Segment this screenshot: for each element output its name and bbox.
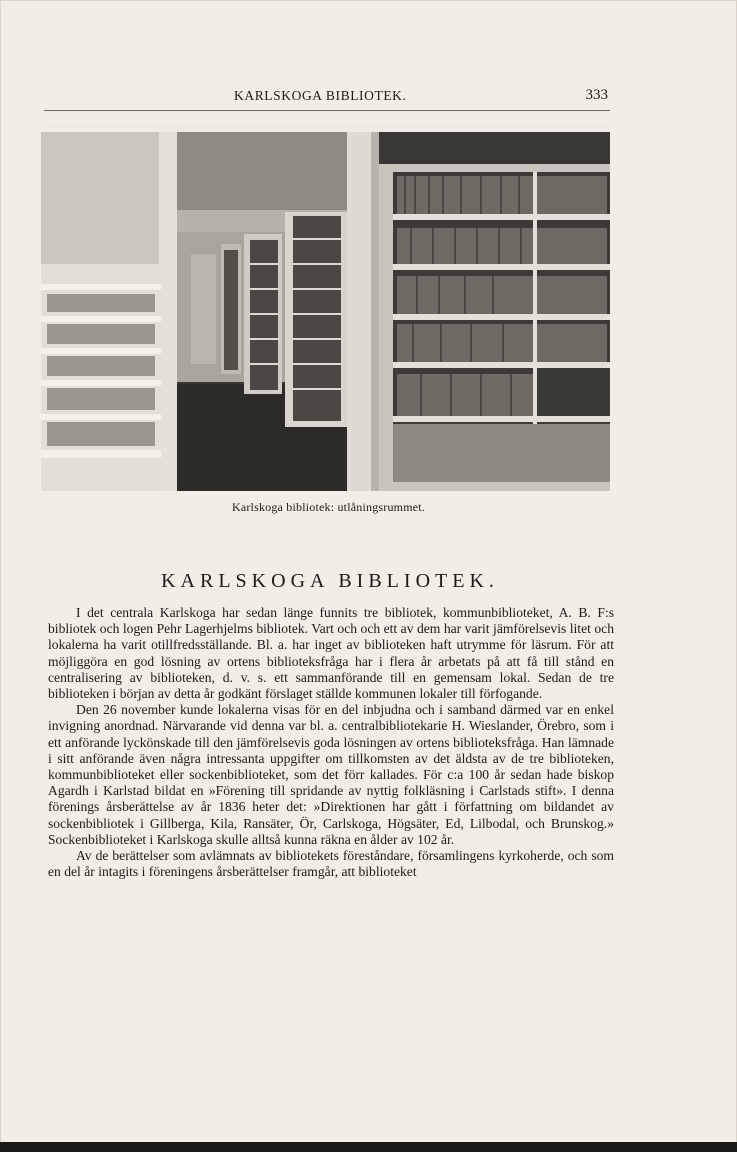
article-body [48, 605, 614, 880]
running-head [44, 88, 610, 111]
library-photo-drawing [41, 124, 610, 491]
scan-edge [0, 1142, 737, 1152]
paragraph-3: Av de berättelser som avlämnats av bibliotekets föreståndare, församlingens kyrkoherde, och som en del år intagits i föreningens årsberättelser framgår, att biblioteket [48, 848, 614, 880]
article-title: KARLSKOGA BIBLIOTEK. [161, 570, 499, 592]
figure-caption: Karlskoga bibliotek: utlåningsrummet. [231, 500, 426, 514]
paragraph-1: I det centrala Karlskoga har sedan länge funnits tre bibliotek, kommunbiblioteket, A. B. F:s bibliotek och logen Pehr Lagerhjelms bibliotek. Vart och och ett av dem har varit jämförelsevis litet och lokalerna ha varit otillfredsställande. Bl. a. har inget av biblioteken haft utrymme för läsrum. För att möjliggöra en god lösning av ortens biblioteksfråga har i flera år arbetats på att få till stånd en centralisering av biblioteken, d. v. s. ett sammanförande till en gemensam lokal. Sedan de tre biblioteken i början av detta år godkänt förslaget ställde kommunen lokaler till förfogande. [48, 605, 614, 702]
paragraph-2: Den 26 november kunde lokalerna visas för en del inbjudna och i samband därmed var en enkel invigning anordnad. Närvarande vid denna var bl. a. centralbibliotekarie H. Wieslander, Örebro, som i ett anförande lyckönskade till den jämförelsevis goda lösningen av ortens biblioteksfråga. Han lämnade i sitt anförande även några intressanta uppgifter om tillkomsten av det äldsta av de tre biblioteken, kommunbiblioteket eller sockenbiblioteket, som det förr kallades. För c:a 100 år sedan hade biskop Agardh i Karlstad bildat en »Förening till spridande av nyttig folkläsning i Carlstads stift». I denna förenings årsberättelse av år 1836 heter det: »Direktionen har gått i författning om bildandet av sockenbibliotek i Gillberga, Kila, Ransäter, Ör, Carlskoga, Högsäter, Ed, Lilbodal, och Brunskog.» Sockenbiblioteket i Karlskoga skulle alltså kunna räkna en ålder av 102 år. [48, 702, 614, 847]
page-number: 333 [585, 87, 608, 103]
library-photo [41, 124, 610, 491]
running-title: KARLSKOGA BIBLIOTEK. [234, 88, 407, 103]
